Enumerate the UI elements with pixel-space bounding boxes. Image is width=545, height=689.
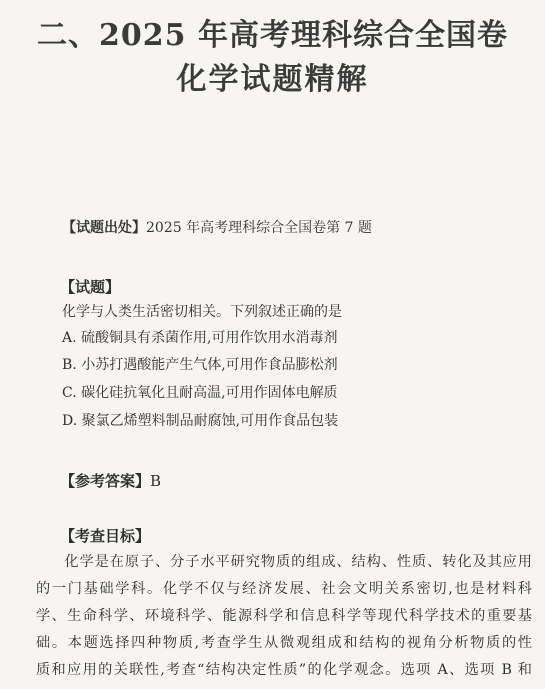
- objective-line: 质和应用的关联性,考查“结构决定性质”的化学观念。选项 A、选项 B 和: [36, 662, 532, 678]
- answer-heading: 【参考答案】: [60, 472, 151, 490]
- page-title-line2: 化学试题精解: [176, 62, 369, 97]
- objective-line: 的一门基础学科。化学不仅与经济发展、社会文明关系密切,也是材料科: [36, 581, 532, 597]
- objective-paragraph: [36, 549, 532, 684]
- option-c: C. 碳化硅抗氧化且耐高温,可用作固体电解质: [62, 385, 338, 401]
- source-text: 2025 年高考理科综合全国卷第 7 题: [146, 220, 372, 236]
- objective-line: 础。本题选择四种物质,考查学生从微观组成和结构的视角分析物质的性: [36, 635, 532, 651]
- page-title-line1: 二、2025 年高考理科综合全国卷: [37, 18, 508, 53]
- option-d: D. 聚氯乙烯塑料制品耐腐蚀,可用作食品包装: [62, 413, 339, 429]
- answer-value: B: [150, 472, 162, 490]
- objective-line: 化学是在原子、分子水平研究物质的组成、结构、性质、转化及其应用: [64, 554, 532, 570]
- question-source: [62, 217, 372, 237]
- objective-heading: 【考查目标】: [60, 527, 151, 545]
- option-b: B. 小苏打遇酸能产生气体,可用作食品膨松剂: [62, 357, 338, 373]
- option-a: A. 硫酸铜具有杀菌作用,可用作饮用水消毒剂: [62, 330, 338, 346]
- question-stem: 化学与人类生活密切相关。下列叙述正确的是: [62, 304, 342, 320]
- source-label: 【试题出处】: [62, 220, 146, 236]
- objective-line: 学、生命科学、环境科学、能源科学和信息科学等现代科学技术的重要基: [36, 608, 532, 624]
- question-heading: 【试题】: [60, 278, 121, 296]
- answer-section: [60, 470, 161, 491]
